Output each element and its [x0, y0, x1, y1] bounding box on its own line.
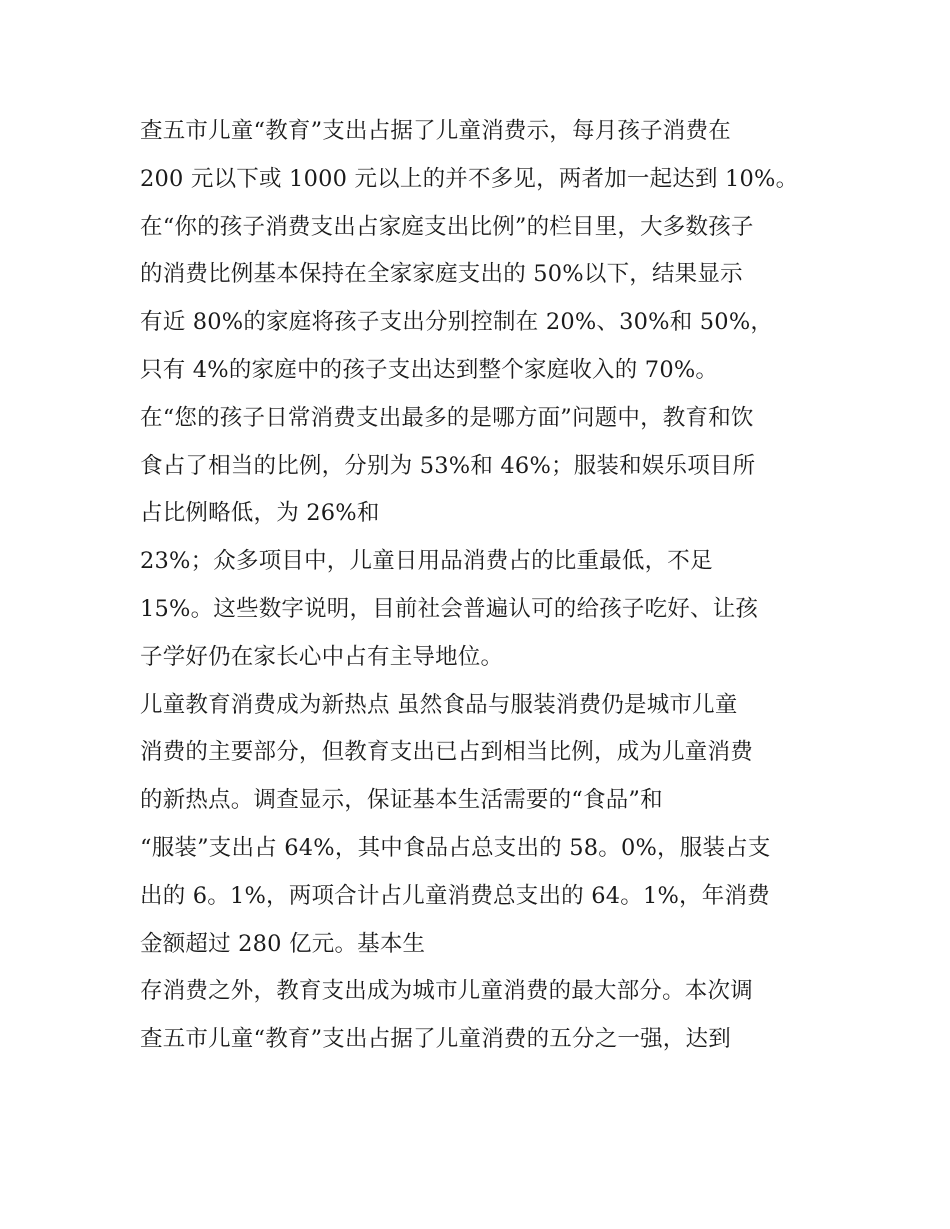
text-line: 出的 6。1%，两项合计占儿童消费总支出的 64。1%，年消费 [140, 882, 770, 909]
text-line: 只有 4%的家庭中的孩子支出达到整个家庭收入的 70%。 [140, 356, 719, 383]
text-line: 儿童教育消费成为新热点 虽然食品与服装消费仍是城市儿童 [140, 691, 738, 718]
text-line: 占比例略低，为 26%和 [140, 500, 380, 527]
text-line: “服装”支出占 64%，其中食品占总支出的 58。0%，服装占支 [140, 834, 771, 861]
text-line: 15%。这些数字说明，目前社会普遍认可的给孩子吃好、让孩 [140, 595, 759, 622]
text-line: 在“您的孩子日常消费支出最多的是哪方面”问题中，教育和饮 [140, 404, 754, 431]
text-line: 消费的主要部分，但教育支出已占到相当比例，成为儿童消费 [140, 739, 753, 766]
text-line: 23%；众多项目中，儿童日用品消费占的比重最低，不足 [140, 548, 713, 575]
body-text [140, 108, 830, 1064]
text-line: 200 元以下或 1000 元以上的并不多见，两者加一起达到 10%。 [140, 165, 799, 192]
text-line: 食占了相当的比例，分别为 53%和 46%；服装和娱乐项目所 [140, 452, 756, 479]
text-line: 有近 80%的家庭将孩子支出分别控制在 20%、30%和 50%， [140, 309, 774, 336]
text-line: 查五市儿童“教育”支出占据了儿童消费的五分之一强，达到 [140, 1026, 731, 1053]
text-line: 存消费之外，教育支出成为城市儿童消费的最大部分。本次调 [140, 978, 753, 1005]
text-line: 金额超过 280 亿元。基本生 [140, 930, 426, 957]
text-line: 子学好仍在家长心中占有主导地位。 [140, 643, 504, 670]
text-line: 在“你的孩子消费支出占家庭支出比例”的栏目里，大多数孩子 [140, 213, 754, 240]
text-line: 查五市儿童“教育”支出占据了儿童消费示，每月孩子消费在 [140, 118, 731, 144]
text-line: 的新热点。调查显示，保证基本生活需要的“食品”和 [140, 787, 663, 814]
text-line: 的消费比例基本保持在全家家庭支出的 50%以下，结果显示 [140, 261, 743, 288]
